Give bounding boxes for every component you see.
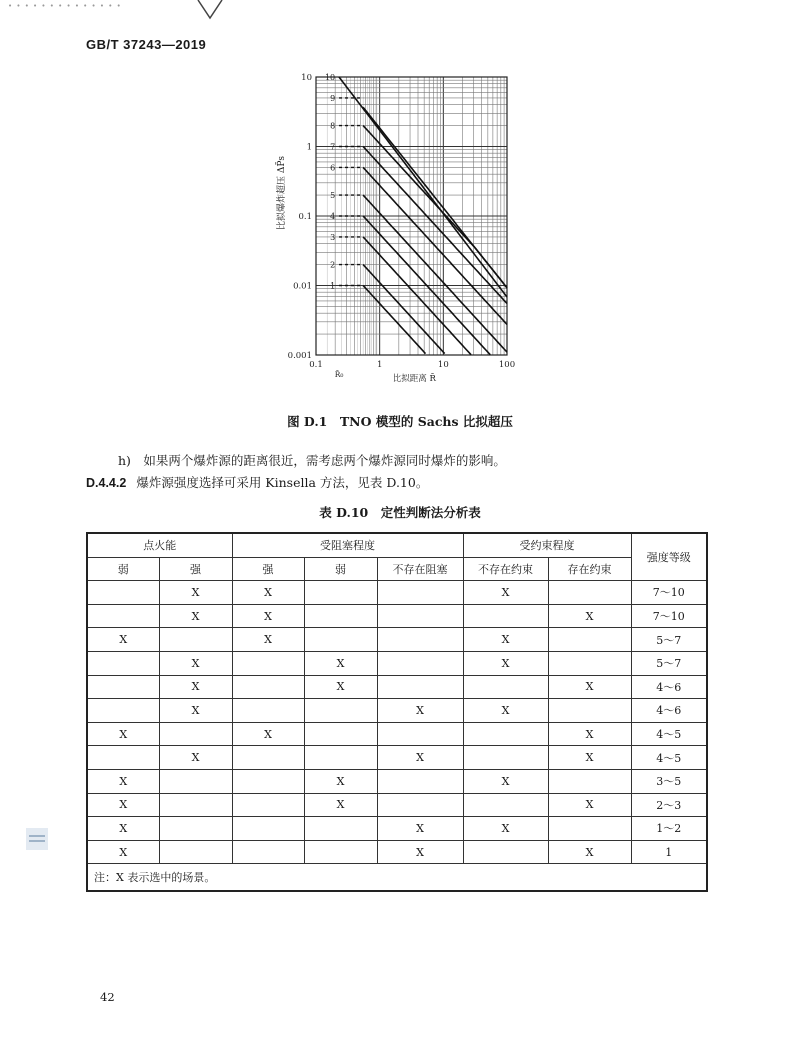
mark-cell <box>548 581 631 605</box>
y-tick-label: 0.001 <box>287 351 312 361</box>
chart-svg <box>0 0 800 400</box>
mark-cell <box>304 722 377 746</box>
x-annotation: R̄₀ <box>334 370 344 379</box>
mark-cell: X <box>463 651 548 675</box>
table-row <box>87 628 707 652</box>
mark-cell: X <box>87 817 159 841</box>
mark-cell: X <box>87 793 159 817</box>
mark-cell <box>463 604 548 628</box>
table-row <box>87 769 707 793</box>
mark-cell <box>304 699 377 723</box>
mark-cell <box>159 840 232 864</box>
mark-cell: X <box>87 722 159 746</box>
y-tick-label: 1 <box>306 142 312 153</box>
mark-cell: X <box>232 628 304 652</box>
table-note-row <box>87 864 707 892</box>
table-note: 注：X 表示选中的场景。 <box>87 864 707 892</box>
mark-cell: X <box>159 699 232 723</box>
analysis-table <box>86 532 708 892</box>
strength-cell: 7～10 <box>631 604 707 628</box>
mark-cell: X <box>548 604 631 628</box>
table-row <box>87 581 707 605</box>
paragraph-h: h) 如果两个爆炸源的距离很近，需考虑两个爆炸源同时爆炸的影响。 <box>118 453 506 468</box>
mark-cell: X <box>463 817 548 841</box>
x-tick-label: 1 <box>376 360 383 370</box>
table-row <box>87 699 707 723</box>
series-5-curve <box>363 195 507 352</box>
mark-cell: X <box>463 581 548 605</box>
mark-cell <box>232 769 304 793</box>
mark-cell: X <box>232 581 304 605</box>
mark-cell <box>548 817 631 841</box>
strength-cell: 7～10 <box>631 581 707 605</box>
table-caption: 表 D.10 定性判断法分析表 <box>319 505 481 520</box>
mark-cell: X <box>463 769 548 793</box>
mark-cell: X <box>304 675 377 699</box>
y-tick-label: 0.1 <box>298 212 312 222</box>
series-label-6: 6 <box>330 163 336 173</box>
series-7-curve <box>363 147 507 304</box>
series-label-5: 5 <box>330 191 336 201</box>
mark-cell: X <box>548 746 631 770</box>
standard-code: GB/T 37243—2019 <box>86 37 207 52</box>
table-row <box>87 604 707 628</box>
mark-cell: X <box>463 628 548 652</box>
series-label-10: 10 <box>324 73 336 82</box>
mark-cell <box>304 817 377 841</box>
mark-cell: X <box>232 604 304 628</box>
mark-cell <box>548 651 631 675</box>
mark-cell <box>87 651 159 675</box>
strength-cell: 4～5 <box>631 746 707 770</box>
mark-cell <box>232 746 304 770</box>
mark-cell <box>463 722 548 746</box>
mark-cell <box>304 746 377 770</box>
mark-cell: X <box>159 581 232 605</box>
strength-cell: 4～5 <box>631 722 707 746</box>
mark-cell: X <box>159 604 232 628</box>
mark-cell <box>377 651 463 675</box>
mark-cell <box>377 793 463 817</box>
mark-cell <box>463 675 548 699</box>
mark-cell <box>232 675 304 699</box>
chart-ylabel: 比拟爆炸超压 ΔP̄s <box>277 155 287 230</box>
mark-cell: X <box>377 840 463 864</box>
subheader-confinement-yes: 存在约束 <box>548 557 631 581</box>
table-row <box>87 793 707 817</box>
mark-cell <box>304 840 377 864</box>
series-label-7: 7 <box>330 142 336 152</box>
mark-cell: X <box>87 840 159 864</box>
mark-cell <box>232 817 304 841</box>
mark-cell: X <box>377 817 463 841</box>
subheader-ignition-weak: 弱 <box>87 557 159 581</box>
mark-cell <box>377 769 463 793</box>
mark-cell: X <box>304 651 377 675</box>
table-row <box>87 840 707 864</box>
table-row <box>87 651 707 675</box>
mark-cell: X <box>304 793 377 817</box>
page-number: 42 <box>100 990 115 1004</box>
paragraph-d442 <box>86 473 428 491</box>
mark-cell <box>87 604 159 628</box>
figure-caption: 图 D.1 TNO 模型的 Sachs 比拟超压 <box>287 414 513 429</box>
mark-cell <box>87 699 159 723</box>
mark-cell: X <box>548 675 631 699</box>
strength-cell: 1～2 <box>631 817 707 841</box>
strength-cell: 5～7 <box>631 628 707 652</box>
subheader-obstruction-none: 不存在阻塞 <box>377 557 463 581</box>
mark-cell <box>377 675 463 699</box>
mark-cell <box>232 651 304 675</box>
mark-cell <box>463 840 548 864</box>
header-strength: 强度等级 <box>631 533 707 581</box>
x-tick-label: 10 <box>437 360 449 370</box>
mark-cell <box>232 793 304 817</box>
header-confinement: 受约束程度 <box>463 533 631 557</box>
mark-cell <box>377 722 463 746</box>
strength-cell: 4～6 <box>631 675 707 699</box>
mark-cell <box>87 675 159 699</box>
mark-cell <box>463 793 548 817</box>
mark-cell: X <box>232 722 304 746</box>
mark-cell <box>548 628 631 652</box>
scan-top-dots: • • • • • • • • • • • • • • <box>8 2 122 10</box>
strength-cell: 3～5 <box>631 769 707 793</box>
mark-cell <box>87 746 159 770</box>
strength-cell: 4～6 <box>631 699 707 723</box>
mark-cell <box>87 581 159 605</box>
series-label-2: 2 <box>330 260 336 270</box>
mark-cell: X <box>159 651 232 675</box>
mark-cell <box>159 817 232 841</box>
mark-cell <box>232 699 304 723</box>
clause-text: 爆炸源强度选择可采用 Kinsella 方法，见表 D.10。 <box>136 475 429 490</box>
mark-cell <box>304 581 377 605</box>
table-row <box>87 675 707 699</box>
mark-cell: X <box>377 699 463 723</box>
mark-cell <box>159 769 232 793</box>
y-tick-label: 10 <box>301 73 312 83</box>
table-sub-header-row <box>87 557 707 581</box>
mark-cell: X <box>377 746 463 770</box>
mark-cell <box>304 604 377 628</box>
mark-cell: X <box>548 722 631 746</box>
strength-cell: 1 <box>631 840 707 864</box>
mark-cell <box>377 628 463 652</box>
mark-cell <box>304 628 377 652</box>
header-obstruction: 受阻塞程度 <box>232 533 463 557</box>
subheader-ignition-strong: 强 <box>159 557 232 581</box>
series-label-3: 3 <box>330 232 336 242</box>
mark-cell: X <box>463 699 548 723</box>
mark-cell <box>377 604 463 628</box>
mark-cell: X <box>548 793 631 817</box>
mark-cell <box>463 746 548 770</box>
table-row <box>87 746 707 770</box>
series-label-1: 1 <box>330 281 336 291</box>
y-tick-label: 0.01 <box>293 281 312 292</box>
mark-cell <box>548 769 631 793</box>
mark-cell <box>377 581 463 605</box>
mark-cell: X <box>87 628 159 652</box>
scan-side-mark <box>26 828 48 850</box>
mark-cell <box>548 699 631 723</box>
header-ignition: 点火能 <box>87 533 232 557</box>
subheader-obstruction-strong: 强 <box>232 557 304 581</box>
mark-cell <box>159 722 232 746</box>
series-label-9: 9 <box>330 93 336 103</box>
mark-cell: X <box>304 769 377 793</box>
mark-cell: X <box>548 840 631 864</box>
chart-xlabel: 比拟距离 R̄ <box>392 374 436 384</box>
mark-cell: X <box>159 746 232 770</box>
mark-cell <box>159 793 232 817</box>
x-tick-label: 0.1 <box>309 360 323 370</box>
table-row <box>87 722 707 746</box>
series-label-8: 8 <box>330 121 336 131</box>
table-body <box>87 581 707 864</box>
mark-cell: X <box>87 769 159 793</box>
strength-cell: 5～7 <box>631 651 707 675</box>
table-row <box>87 817 707 841</box>
tno-chart <box>0 0 800 400</box>
series-label-4: 4 <box>330 212 336 221</box>
mark-cell: X <box>159 675 232 699</box>
strength-cell: 2～3 <box>631 793 707 817</box>
table-group-header-row <box>87 533 707 557</box>
subheader-obstruction-weak: 弱 <box>304 557 377 581</box>
mark-cell <box>232 840 304 864</box>
subheader-confinement-none: 不存在约束 <box>463 557 548 581</box>
mark-cell <box>159 628 232 652</box>
x-tick-label: 100 <box>498 360 516 370</box>
clause-number: D.4.4.2 <box>86 476 127 490</box>
